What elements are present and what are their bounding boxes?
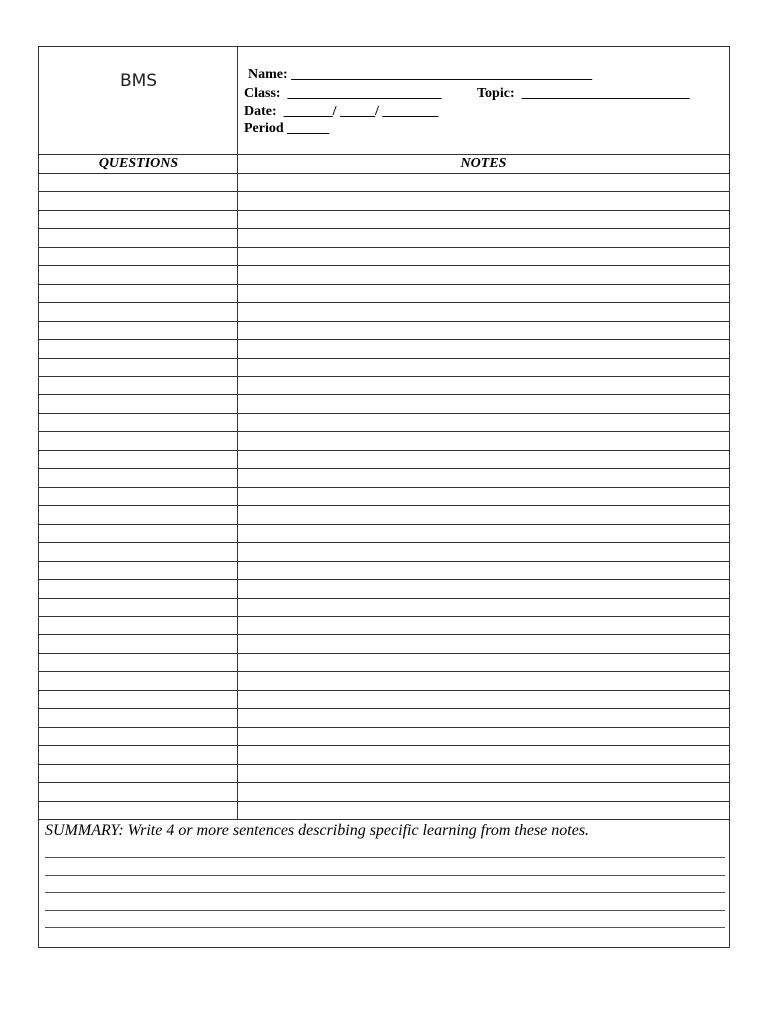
table-row[interactable] bbox=[39, 413, 729, 431]
header-info-cell bbox=[238, 47, 731, 154]
table-row[interactable] bbox=[39, 339, 729, 357]
table-row[interactable] bbox=[39, 671, 729, 689]
table-row[interactable] bbox=[39, 542, 729, 560]
table-row[interactable] bbox=[39, 598, 729, 616]
topic-field[interactable]: Topic: ________________________ bbox=[477, 86, 690, 101]
table-row[interactable] bbox=[39, 450, 729, 468]
table-row[interactable] bbox=[39, 579, 729, 597]
summary-prompt: SUMMARY: Write 4 or more sentences describing specific learning from these notes. bbox=[45, 822, 590, 839]
date-field[interactable]: Date: _______/ _____/ ________ bbox=[244, 104, 439, 119]
table-row[interactable] bbox=[39, 634, 729, 652]
period-field[interactable]: Period ______ bbox=[244, 121, 330, 136]
summary-section bbox=[39, 819, 729, 947]
table-row[interactable] bbox=[39, 247, 729, 265]
table-row[interactable] bbox=[39, 505, 729, 523]
header-school-cell bbox=[39, 47, 238, 154]
table-row[interactable] bbox=[39, 210, 729, 228]
table-row[interactable] bbox=[39, 173, 729, 191]
school-name: BMS bbox=[119, 71, 158, 91]
class-field[interactable]: Class: ______________________ bbox=[244, 86, 442, 101]
table-row[interactable] bbox=[39, 653, 729, 671]
table-row[interactable] bbox=[39, 801, 729, 819]
table-row[interactable] bbox=[39, 191, 729, 209]
table-row[interactable] bbox=[39, 358, 729, 376]
table-row[interactable] bbox=[39, 468, 729, 486]
table-row[interactable] bbox=[39, 782, 729, 800]
questions-column-header: QUESTIONS bbox=[39, 154, 238, 173]
table-row[interactable] bbox=[39, 561, 729, 579]
table-row[interactable] bbox=[39, 431, 729, 449]
cornell-notes-sheet bbox=[38, 46, 730, 948]
table-row[interactable] bbox=[39, 228, 729, 246]
table-row[interactable] bbox=[39, 487, 729, 505]
table-row[interactable] bbox=[39, 616, 729, 634]
summary-line[interactable] bbox=[45, 927, 725, 928]
table-row[interactable] bbox=[39, 745, 729, 763]
name-field[interactable]: Name: ___________________________________________ bbox=[248, 67, 593, 82]
summary-line[interactable] bbox=[45, 892, 725, 893]
table-row[interactable] bbox=[39, 394, 729, 412]
table-row[interactable] bbox=[39, 302, 729, 320]
table-row[interactable] bbox=[39, 284, 729, 302]
notes-column-header: NOTES bbox=[238, 154, 729, 173]
summary-line[interactable] bbox=[45, 910, 725, 911]
table-row[interactable] bbox=[39, 321, 729, 339]
summary-line[interactable] bbox=[45, 875, 725, 876]
notes-rows bbox=[39, 173, 729, 819]
table-row[interactable] bbox=[39, 376, 729, 394]
table-row[interactable] bbox=[39, 690, 729, 708]
table-row[interactable] bbox=[39, 708, 729, 726]
table-row[interactable] bbox=[39, 764, 729, 782]
table-row[interactable] bbox=[39, 524, 729, 542]
summary-line[interactable] bbox=[45, 857, 725, 858]
table-row[interactable] bbox=[39, 727, 729, 745]
table-row[interactable] bbox=[39, 265, 729, 283]
